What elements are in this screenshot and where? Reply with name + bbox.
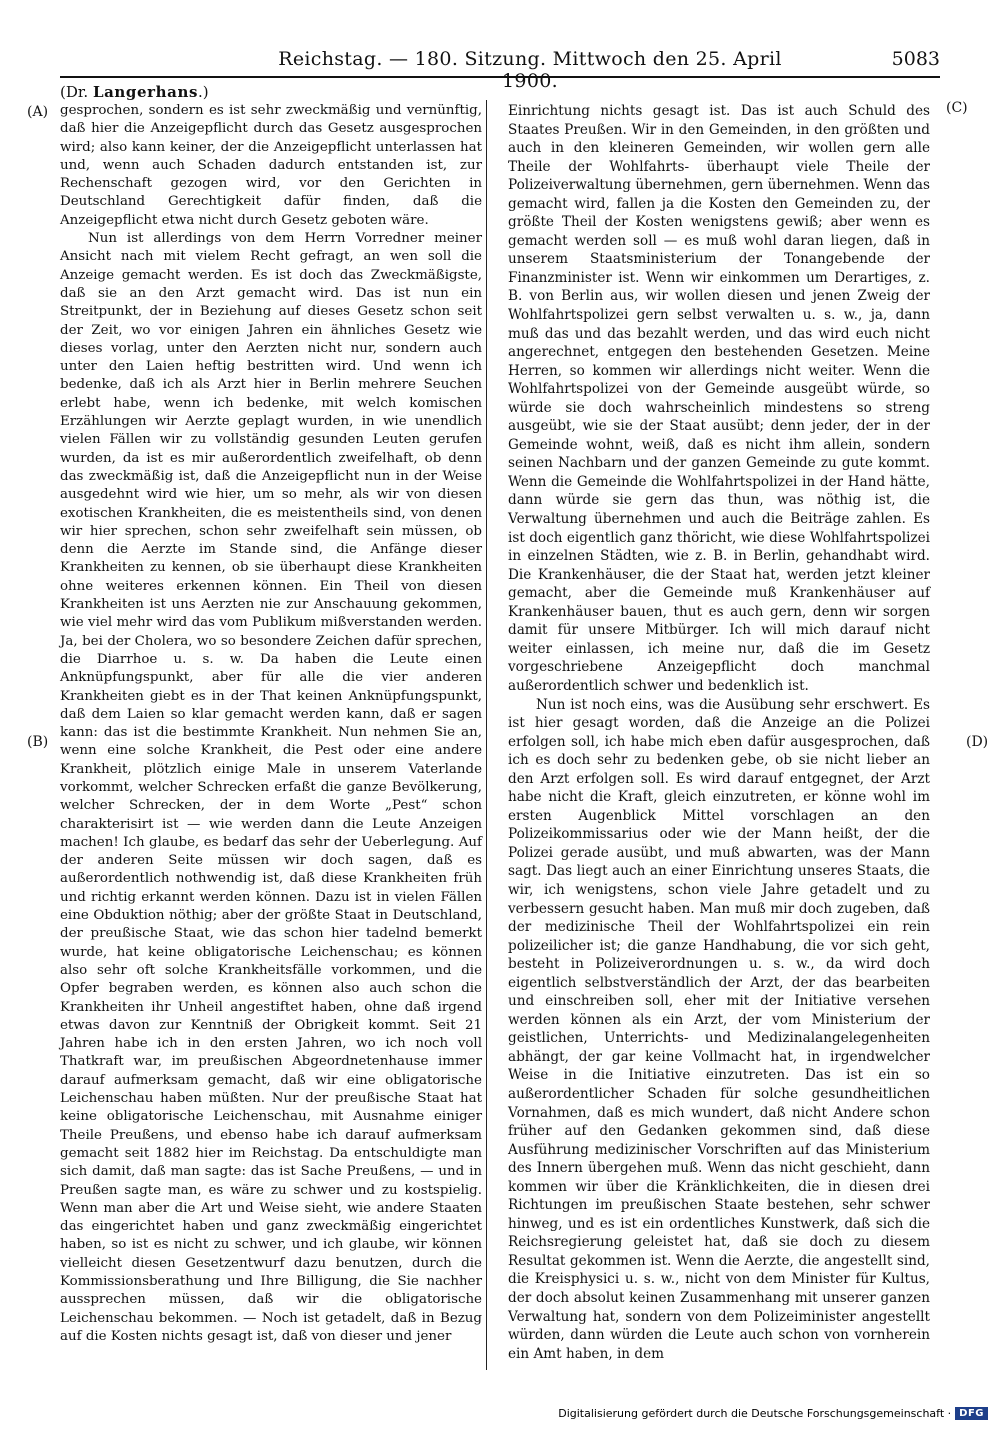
header-title: Reichstag. — 180. Sitzung. Mittwoch den 25. April 1900. bbox=[278, 48, 782, 92]
right-column bbox=[508, 102, 930, 1363]
margin-marker-b: (B) bbox=[27, 734, 49, 750]
speaker-line bbox=[60, 82, 482, 102]
footer-credit: Digitalisierung gefördert durch die Deutsche Forschungsgemeinschaft · bbox=[558, 1406, 952, 1420]
right-paragraph: Einrichtung nichts gesagt ist. Das ist auch Schuld des Staates Preußen. Wir in den Gemeinden, in den größten und auch in den kleineren Gemeinden, wir wollen gern alle Theile der Wohlfahrts- überhaupt viele Theile der Polizeiverwaltung übernehmen, gern übernehmen. Wenn das gemacht wird, fallen ja die Kosten den Gemeinden zu, der größte Theil der Kosten wenigstens gewiß; aber wenn es gemacht werden soll — es muß wohl daran liegen, daß in unserem Staatsministerium der Tonangebende der Finanzminister ist. Wenn wir einkommen um Derartiges, z. B. von Berlin aus, wir wollen diesen und jenen Zweig der Wohlfahrtspolizei gern selbst verwalten u. s. w., ja, dann muß das und das bezahlt werden, und das wird euch nicht angerechnet, entgegen den bestehenden Gesetzen. Meine Herren, so kommen wir allerdings nicht weiter. Wenn die Wohlfahrtspolizei von der Gemeinde ausgeübt würde, so würde sie doch wahrscheinlich mindestens so streng ausgeübt, wie sie der Staat ausübt; denn jeder, der in der Gemeinde wohnt, weiß, daß es nicht ihm allein, sondern seinen Nachbarn und der ganzen Gemeinde zu gute kommt. Wenn die Gemeinde die Wohlfahrtspolizei in der Hand hätte, dann würde sie gern das thun, was nöthig ist, die Verwaltung übernehmen und auch die Beiträge zahlen. Es ist doch eigentlich ganz thöricht, wie diese Wohlfahrtspolizei in einzelnen Städten, wie z. B. in Berlin, gehandhabt wird. Die Krankenhäuser, die der Staat hat, werden jetzt kleiner gemacht, aber die Gemeinde muß Krankenhäuser auf Krankenhäuser bauen, thut es auch gern, denn wir sorgen damit für unsere Mitbürger. Ich will mich darauf nicht weiter einlassen, ich meine nur, daß die im Gesetz vorgeschriebene Anzeigepflicht doch manchmal außerordentlich schwer und bedenklich ist. bbox=[508, 103, 930, 694]
speaker-name: Langerhans bbox=[92, 83, 199, 101]
margin-marker-a: (A) bbox=[27, 104, 49, 120]
dfg-logo: DFG bbox=[955, 1407, 988, 1420]
digitization-footer bbox=[558, 1404, 988, 1422]
column-divider bbox=[486, 100, 487, 1370]
left-paragraph: Nun ist allerdings von dem Herrn Vorredner meiner Ansicht nach mit vielem Recht gefragt, an wen soll die Anzeige gemacht werden. Es ist doch das Zweckmäßigste, daß sie an den Arzt gemacht wird. Das ist nun ein Streitpunkt, der in Beziehung auf dieses Gesetz schon seit der Zeit, wo vor einigen Jahren ein ähnliches Gesetz wie dieses vorlag, unter den Aerzten nicht nur, sondern auch unter den Laien heftig bestritten wird. Und wenn ich bedenke, daß ich als Arzt hier in Berlin mehrere Seuchen erlebt habe, wenn ich bedenke, mit welch komischen Erzählungen wir Aerzte geplagt wurden, in wie unendlich vielen Fällen wir zu vollständig gesunden Leuten gerufen wurden, da ist es mir außerordentlich zweifelhaft, ob denn das zweckmäßig ist, daß die Anzeigepflicht nun in der Weise ausgedehnt wird wie hier, um so mehr, als wir von diesen exotischen Krankheiten, die es meistentheils sind, von denen wir hier sprechen, schon sehr zweifelhaft sein müssen, ob denn die Aerzte im Stande sind, die Anfänge dieser Krankheiten zu kennen, ob sie überhaupt diese Krankheiten ohne weiteres erkennen können. Ein Theil von diesen Krankheiten ist uns Aerzten nie zur Anschauung gekommen, wie viel mehr wird das vom Publikum mißverstanden werden. Ja, bei der Cholera, wo so besondere Zeichen dafür sprechen, die Diarrhoe u. s. w. Da haben die Leute einen Anknüpfungspunkt, aber für alle die vier anderen Krankheiten giebt es in der That keinen Anknüpfungspunkt, daß dem Laien so klar gemacht werden kann, daß er sagen kann: das ist die bestimmte Krankheit. Nun nehmen Sie an, wenn eine solche Krankheit, die Pest oder eine andere Krankheit, plötzlich einige Male in unserem Vaterlande vorkommt, welcher Schrecken erfaßt die ganze Bevölkerung, welcher Schrecken, der in dem Worte „Pest“ schon charakterisirt ist — wie werden dann die Leute Anzeigen machen! Ich glaube, es bedarf das sehr der Ueberlegung. Auf der anderen Seite müssen wir doch sagen, daß es außerordentlich nothwendig ist, daß diese Krankheiten früh und richtig erkannt werden können. Dazu ist in vielen Fällen eine Obduktion nöthig; aber der größte Staat in Deutschland, der preußische Staat, wie das schon hier tadelnd bemerkt wurde, hat keine obligatorische Leichenschau; es können also sehr oft solche Krankheitsfälle vorkommen, und die Opfer begraben werden, es können also auch schon die Krankheiten ihr Unheil angestiftet haben, ohne daß irgend etwas davon zur Kenntniß der Obrigkeit kommt. Seit 21 Jahren habe ich in den ersten Jahren, wo ich noch voll Thatkraft war, im preußischen Abgeordnetenhause immer darauf aufmerksam gemacht, daß wir eine obligatorische Leichenschau haben müßten. Nur der preußische Staat hat keine obligatorische Leichenschau, mit Ausnahme einiger Theile Preußens, und ebenso habe ich darauf aufmerksam gemacht seit 1882 hier im Reichstag. Da entschuldigte man sich damit, daß man sagte: das ist Sache Preußens, — und in Preußen sagte man, es wäre zu schwer und zu kostspielig. Wenn man aber die Art und Weise sieht, wie andere Staaten das eingerichtet haben und ganz zweckmäßig eingerichtet haben, so ist es nicht zu schwer, und ich glaube, wir können vielleicht diesen Gesetzentwurf dazu benutzen, durch die Kommissionsberathung und Ihre Billigung, die Sie nachher aussprechen müssen, daß wir die obligatorische Leichenschau bekommen. — Noch ist getadelt, daß in Bezug auf die Kosten nichts gesagt ist, daß von dieser und jener bbox=[60, 231, 482, 1344]
left-column bbox=[60, 82, 482, 1346]
margin-marker-d: (D) bbox=[966, 734, 989, 750]
right-paragraph: Nun ist noch eins, was die Ausübung sehr erschwert. Es ist hier gesagt worden, daß die Anzeige an die Polizei erfolgen soll, ich habe mich eben dafür ausgesprochen, daß ich es doch sehr zu bedenken gebe, ob sie nicht lieber an den Arzt erfolgen soll. Es wird darauf entgegnet, der Arzt habe nicht die Kraft, gleich einzutreten, er könne wohl im ersten Augenblick Mittel vorschlagen an den Polizeikommissarius oder wie der Mann heißt, der die Polizei gerade ausübt, und muß abwarten, was der Mann sagt. Das liegt auch an einer Einrichtung unseres Staats, die wir, ich wenigstens, schon viele Jahre getadelt und zu verbessern gesucht haben. Man muß mir doch zugeben, daß der medizinische Theil der Wohlfahrtspolizei ein rein polizeilicher ist; die ganze Handhabung, die vor sich geht, besteht in Polizeiverordnungen u. s. w., da wird doch eigentlich selbstverständlich der Arzt, der das bearbeiten und einschreiben soll, eher mit der Initiative versehen werden können als ein Arzt, der vom Ministerium der geistlichen, Unterrichts- und Medizinalangelegenheiten abhängt, der gar keine Vollmacht hat, in irgendwelcher Weise in die Initiative einzutreten. Das ist ein so außerordentlicher Schaden für solche gesundheitlichen Vornahmen, daß es mich wundert, daß nicht Andere schon früher auf den Gedanken gekommen sind, daß diese Ausführung medizinischer Vorschriften auf das Ministerium des Innern übergehen muß. Wenn das nicht geschieht, dann kommen wir über die Kränklichkeiten, die in diesen drei Richtungen im preußischen Staate bestehen, sehr schwer hinweg, und es ist ein ordentliches Kunstwerk, daß sich die Reichsregierung geleistet hat, daß sie doch zu diesem Resultat gekommen ist. Wenn die Aerzte, die angestellt sind, die Kreisphysici u. s. w., nicht von dem Minister für Kultus, der doch absolut keinen Zusammenhang mit unserer ganzen Verwaltung hat, sondern von dem Polizeiminister angestellt würden, dann würden die Leute auch schon von vornherein ein Amt haben, in dem bbox=[508, 696, 930, 1362]
page-number: 5083 bbox=[891, 48, 940, 70]
left-paragraph: gesprochen, sondern es ist sehr zweckmäßig und vernünftig, daß hier die Anzeigepflicht durch das Gesetz ausgesprochen wird; also kann keiner, der die Anzeigepflicht unterlassen hat und, wenn auch Schaden dadurch entstanden ist, zur Rechenschaft gezogen wird, vor den Gerichten in Deutschland Gerechtigkeit dafür finden, daß die Anzeigepflicht etwa nicht durch Gesetz geboten wäre. bbox=[60, 103, 482, 228]
speaker-prefix: (Dr. bbox=[60, 83, 93, 101]
margin-marker-c: (C) bbox=[946, 100, 968, 116]
speaker-suffix: .) bbox=[198, 83, 209, 101]
